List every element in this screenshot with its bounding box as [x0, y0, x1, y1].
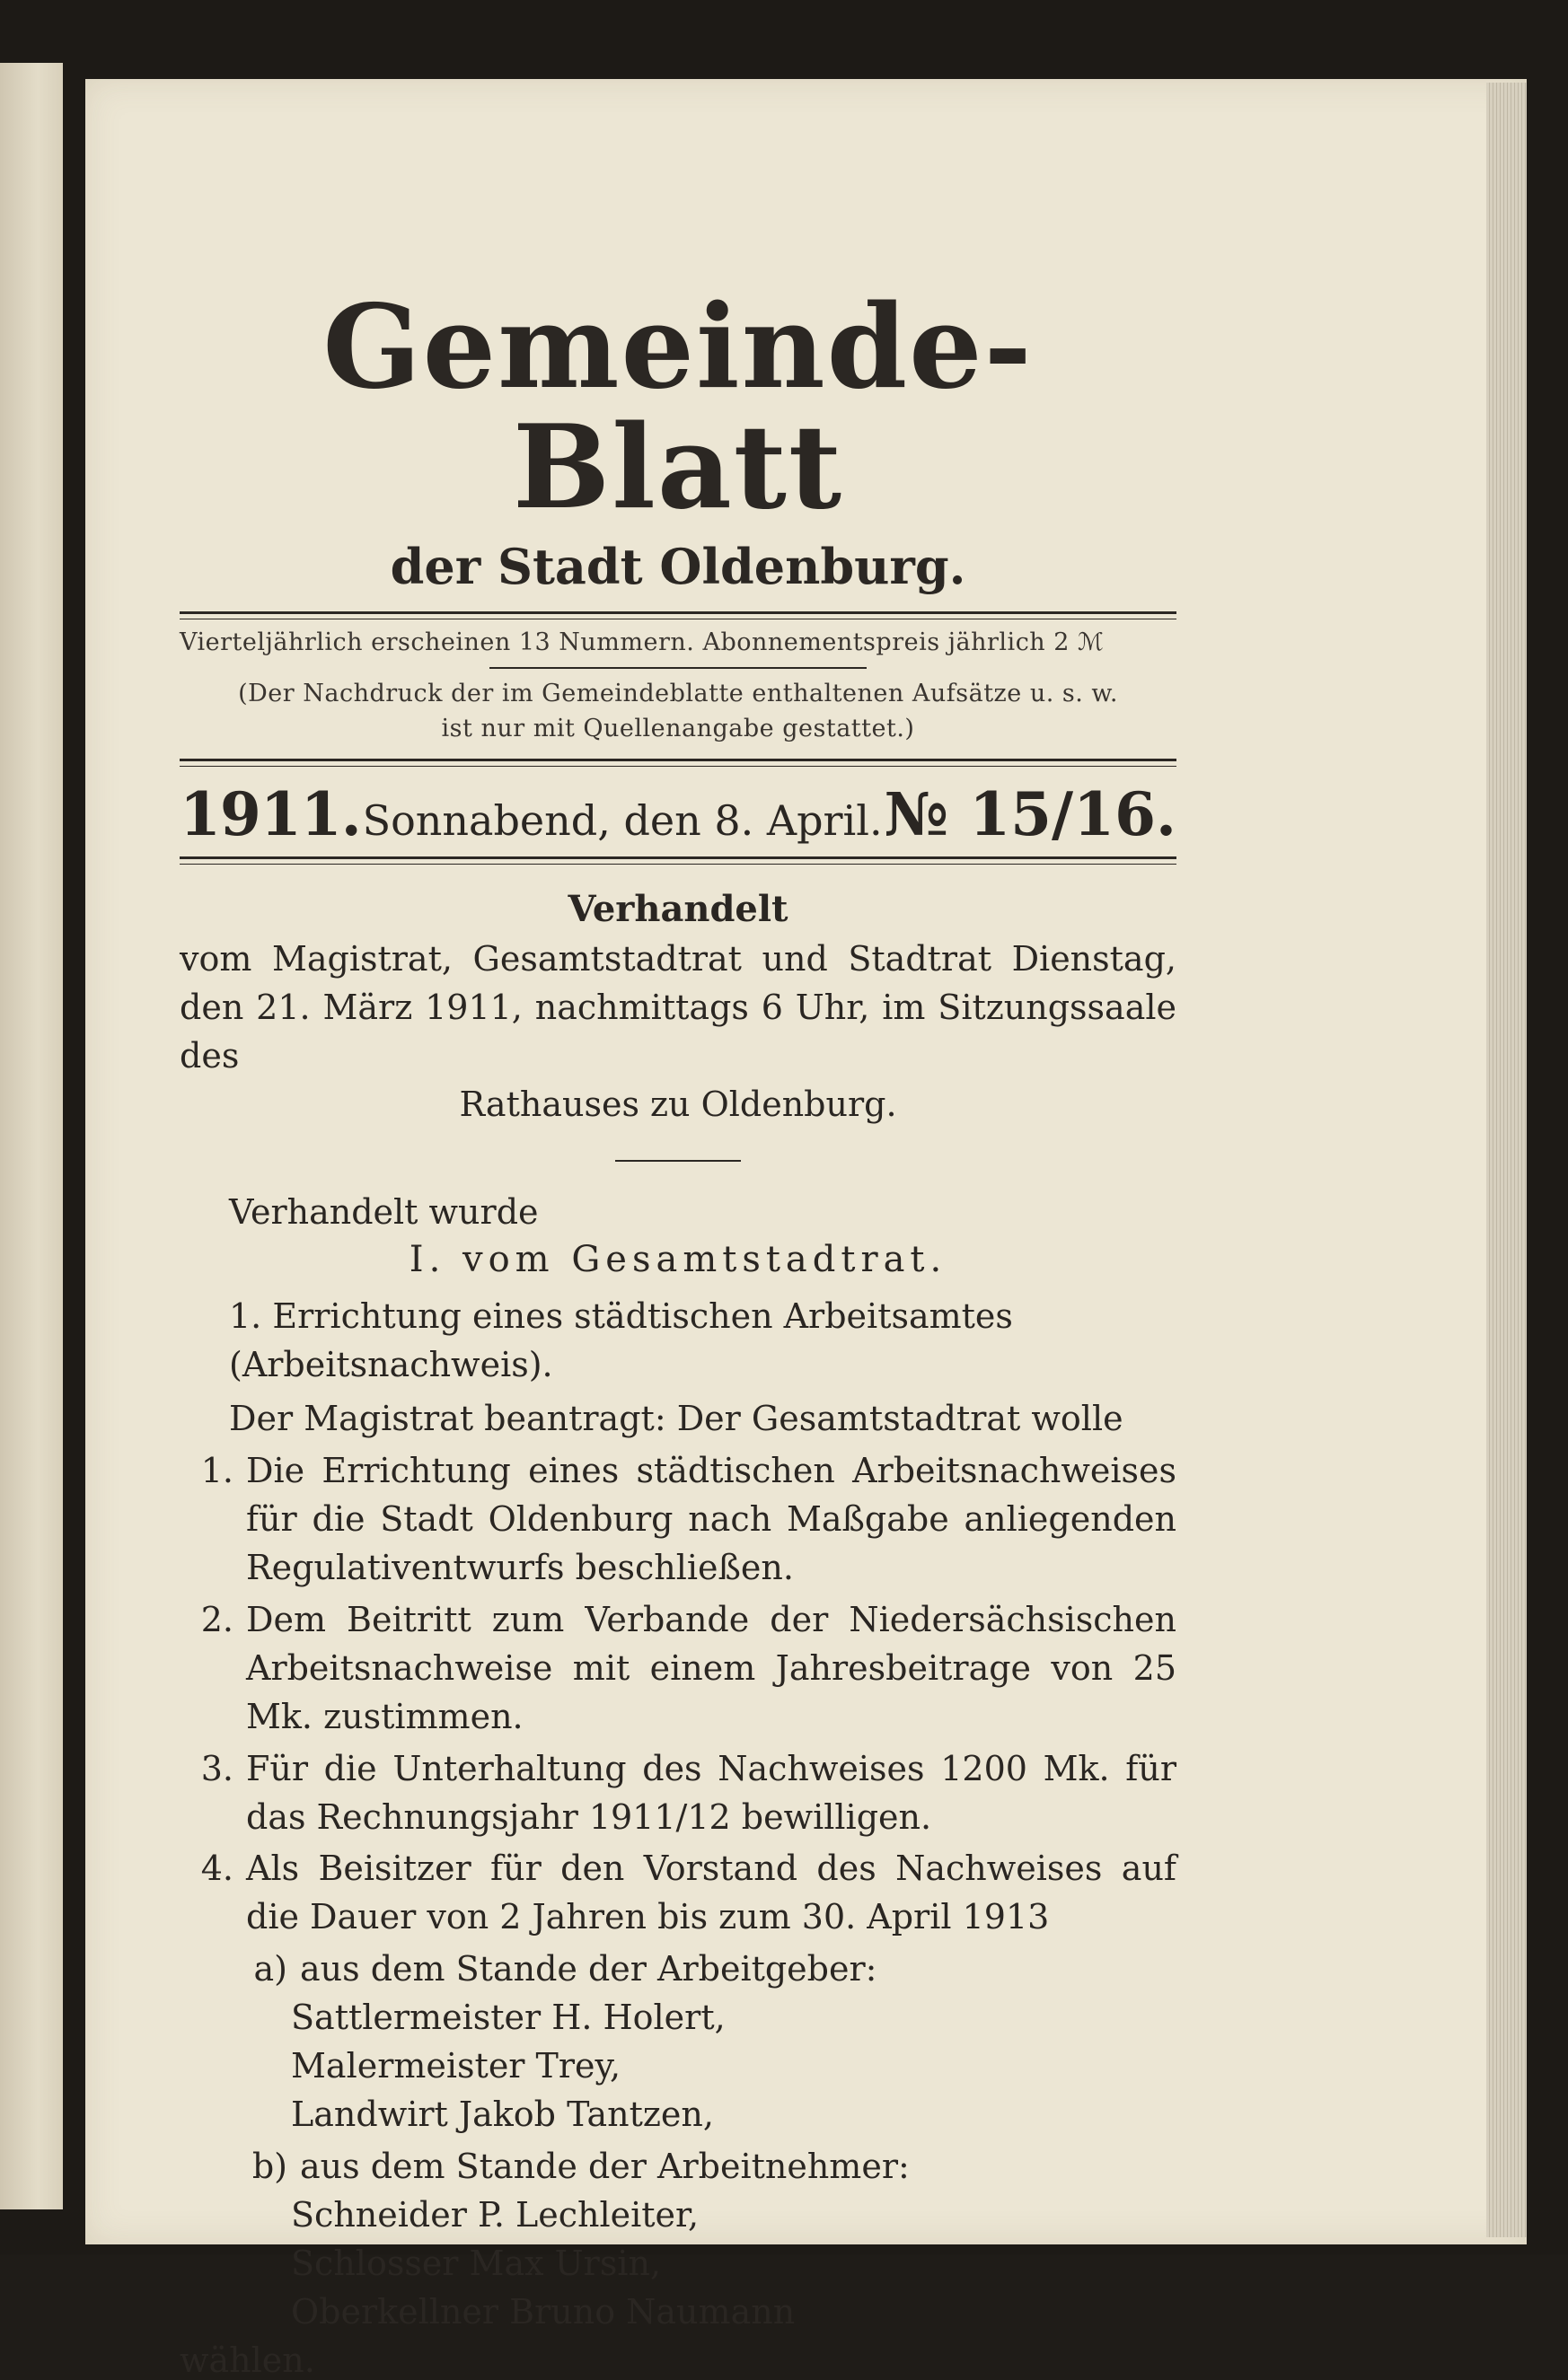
employer-name: Malermeister Trey, [291, 2046, 621, 2086]
section-title: I. vom Gesamtstadtrat. [409, 1238, 947, 1280]
page-stack-edge [1486, 83, 1527, 2237]
topic-text: Errichtung eines städtischen Arbeitsamtes (Arbeitsnachweis). [229, 1295, 1013, 1384]
item-number: 3. [200, 1748, 233, 1788]
dateline-bottom-rule [180, 856, 1176, 865]
employees-label [180, 2143, 1176, 2191]
item-number: 2. [200, 1599, 233, 1639]
sub-letter: b) [251, 2147, 287, 2187]
masthead-title: Gemeinde-Blatt [322, 280, 1034, 536]
closing-word: wählen. [180, 2340, 315, 2380]
subscription-notice: Vierteljährlich erscheinen 13 Nummern. Abonnementspreis jährlich 2 ℳ [180, 628, 1105, 656]
section-divider [615, 1160, 741, 1162]
reprint-notice-line1: (Der Nachdruck der im Gemeindeblatte enthaltenen Aufsätze u. s. w. [238, 679, 1118, 707]
topic-number: 1. [229, 1295, 262, 1336]
motion: Der Magistrat beantragt: Der Gesamtstadtrat wolle [229, 1398, 1123, 1438]
employer-name: Sattlermeister H. Holert, [291, 1998, 726, 2038]
issue-year: 1911. [180, 779, 361, 850]
motion-item [180, 1745, 1176, 1842]
item-number: 4. [200, 1849, 233, 1889]
motion-item [180, 1596, 1176, 1742]
motion-item [180, 1845, 1176, 1942]
page-content [180, 280, 1176, 2380]
item-text: Als Beisitzer für den Vorstand des Nachweises auf die Dauer von 2 Jahren bis zum 30. April 1913 [246, 1849, 1176, 1937]
reprint-notice-line2: ist nur mit Quellenangabe gestattet.) [441, 715, 915, 743]
sub-label: aus dem Stande der Arbeitgeber: [300, 1949, 877, 1989]
minutes-lead: vom Magistrat, Gesamtstadtrat und Stadtrat Dienstag, den 21. März 1911, nachmittags 6 Uhr, im Sitzungssaale des [180, 939, 1176, 1076]
employer-name: Landwirt Jakob Tantzen, [291, 2095, 714, 2135]
item-text: Die Errichtung eines städtischen Arbeitsnachweises für die Stadt Oldenburg nach Maßgabe anliegenden Regulativentwurfs beschließen. [246, 1450, 1176, 1587]
issue-number: № 15/16. [884, 779, 1176, 850]
motion-item [180, 1447, 1176, 1593]
employer-list [180, 1994, 1176, 2139]
notice-divider [489, 667, 867, 669]
motion-items [180, 1447, 1176, 2337]
employee-name: Schneider P. Lechleiter, [291, 2195, 700, 2235]
minutes-lead-last: Rathauses zu Oldenburg. [459, 1085, 897, 1125]
topic [180, 1293, 1176, 1390]
sub-letter: a) [253, 1949, 287, 1989]
issue-date: Sonnabend, den 8. April. [362, 796, 883, 846]
employers-label [180, 1945, 1176, 1994]
dateline [180, 779, 1176, 849]
facing-page-edge [0, 63, 63, 2209]
item-text: Dem Beitritt zum Verbande der Niedersächsischen Arbeitsnachweise mit einem Jahresbeitrage von 25 Mk. zustimmen. [246, 1599, 1176, 1736]
sub-label: aus dem Stande der Arbeitnehmer: [300, 2147, 910, 2187]
masthead-rule [180, 611, 1176, 619]
item-number: 1. [200, 1450, 233, 1490]
masthead-subtitle: der Stadt Oldenburg. [390, 537, 966, 595]
item-text: Für die Unterhaltung des Nachweises 1200 Mk. für das Rechnungsjahr 1911/12 bewilligen. [246, 1748, 1176, 1837]
employee-name: Schlosser Max Ursin, [291, 2244, 662, 2284]
verhandelt-wurde: Verhandelt wurde [229, 1192, 539, 1233]
minutes-heading: Verhandelt [568, 888, 788, 931]
employee-list [180, 2191, 1176, 2337]
employee-name: Oberkellner Bruno Naumann [291, 2292, 796, 2332]
dateline-top-rule [180, 759, 1176, 767]
